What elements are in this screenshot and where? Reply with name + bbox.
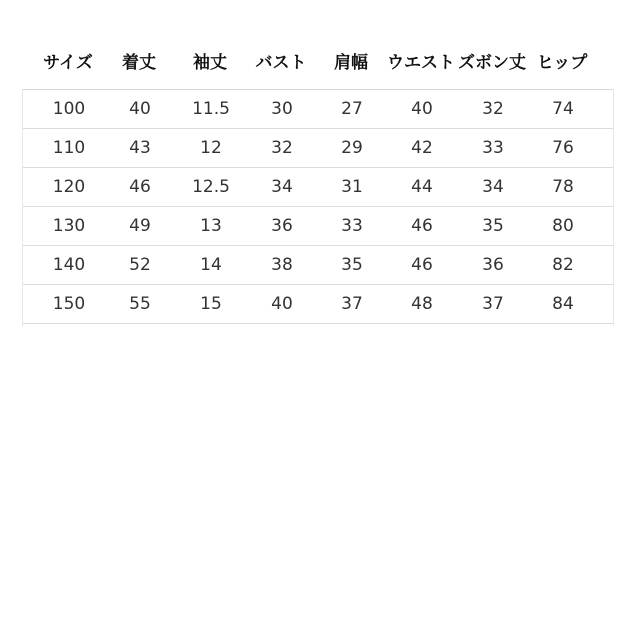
- header-pants-length: ズボン丈: [458, 53, 526, 73]
- cell-length: 46: [129, 177, 151, 197]
- cell-shoulder: 31: [341, 177, 363, 197]
- cell-waist: 48: [411, 294, 433, 314]
- cell-bust: 38: [271, 255, 293, 275]
- cell-pants-length: 35: [482, 216, 504, 236]
- cell-hip: 80: [552, 216, 574, 236]
- table-row: [23, 90, 613, 129]
- cell-sleeve: 11.5: [192, 99, 230, 119]
- table-row: [23, 168, 613, 207]
- cell-size: 140: [52, 255, 86, 275]
- cell-size: 110: [52, 138, 86, 158]
- table-row: [23, 207, 613, 246]
- cell-pants-length: 32: [482, 99, 504, 119]
- cell-hip: 74: [552, 99, 574, 119]
- cell-sleeve: 15: [200, 294, 222, 314]
- table-row: [23, 285, 613, 324]
- cell-hip: 82: [552, 255, 574, 275]
- cell-bust: 34: [271, 177, 293, 197]
- cell-waist: 46: [411, 255, 433, 275]
- cell-length: 49: [129, 216, 151, 236]
- cell-sleeve: 12: [200, 138, 222, 158]
- cell-length: 43: [129, 138, 151, 158]
- cell-pants-length: 36: [482, 255, 504, 275]
- cell-pants-length: 34: [482, 177, 504, 197]
- cell-bust: 40: [271, 294, 293, 314]
- size-table: [22, 89, 614, 326]
- cell-pants-length: 33: [482, 138, 504, 158]
- cell-shoulder: 27: [341, 99, 363, 119]
- cell-size: 100: [52, 99, 86, 119]
- cell-bust: 36: [271, 216, 293, 236]
- cell-pants-length: 37: [482, 294, 504, 314]
- table-row: [23, 129, 613, 168]
- header-size: サイズ: [43, 53, 93, 73]
- cell-hip: 84: [552, 294, 574, 314]
- cell-size: 120: [52, 177, 86, 197]
- header-hip: ヒップ: [536, 53, 588, 73]
- cell-shoulder: 29: [341, 138, 363, 158]
- header-shoulder: 肩幅: [334, 53, 368, 73]
- cell-size: 150: [52, 294, 86, 314]
- cell-waist: 40: [411, 99, 433, 119]
- cell-hip: 78: [552, 177, 574, 197]
- cell-bust: 30: [271, 99, 293, 119]
- cell-waist: 42: [411, 138, 433, 158]
- header-sleeve: 袖丈: [193, 53, 227, 73]
- cell-length: 40: [129, 99, 151, 119]
- cell-shoulder: 35: [341, 255, 363, 275]
- cell-bust: 32: [271, 138, 293, 158]
- cell-length: 52: [129, 255, 151, 275]
- table-row: [23, 246, 613, 285]
- cell-sleeve: 14: [200, 255, 222, 275]
- cell-hip: 76: [552, 138, 574, 158]
- cell-sleeve: 13: [200, 216, 222, 236]
- cell-sleeve: 12.5: [192, 177, 230, 197]
- cell-waist: 46: [411, 216, 433, 236]
- size-table-header: [0, 48, 640, 78]
- cell-shoulder: 33: [341, 216, 363, 236]
- header-bust: バスト: [255, 53, 307, 73]
- cell-size: 130: [52, 216, 86, 236]
- header-length: 着丈: [122, 53, 156, 73]
- cell-shoulder: 37: [341, 294, 363, 314]
- header-waist: ウエスト: [387, 53, 455, 73]
- cell-waist: 44: [411, 177, 433, 197]
- cell-length: 55: [129, 294, 151, 314]
